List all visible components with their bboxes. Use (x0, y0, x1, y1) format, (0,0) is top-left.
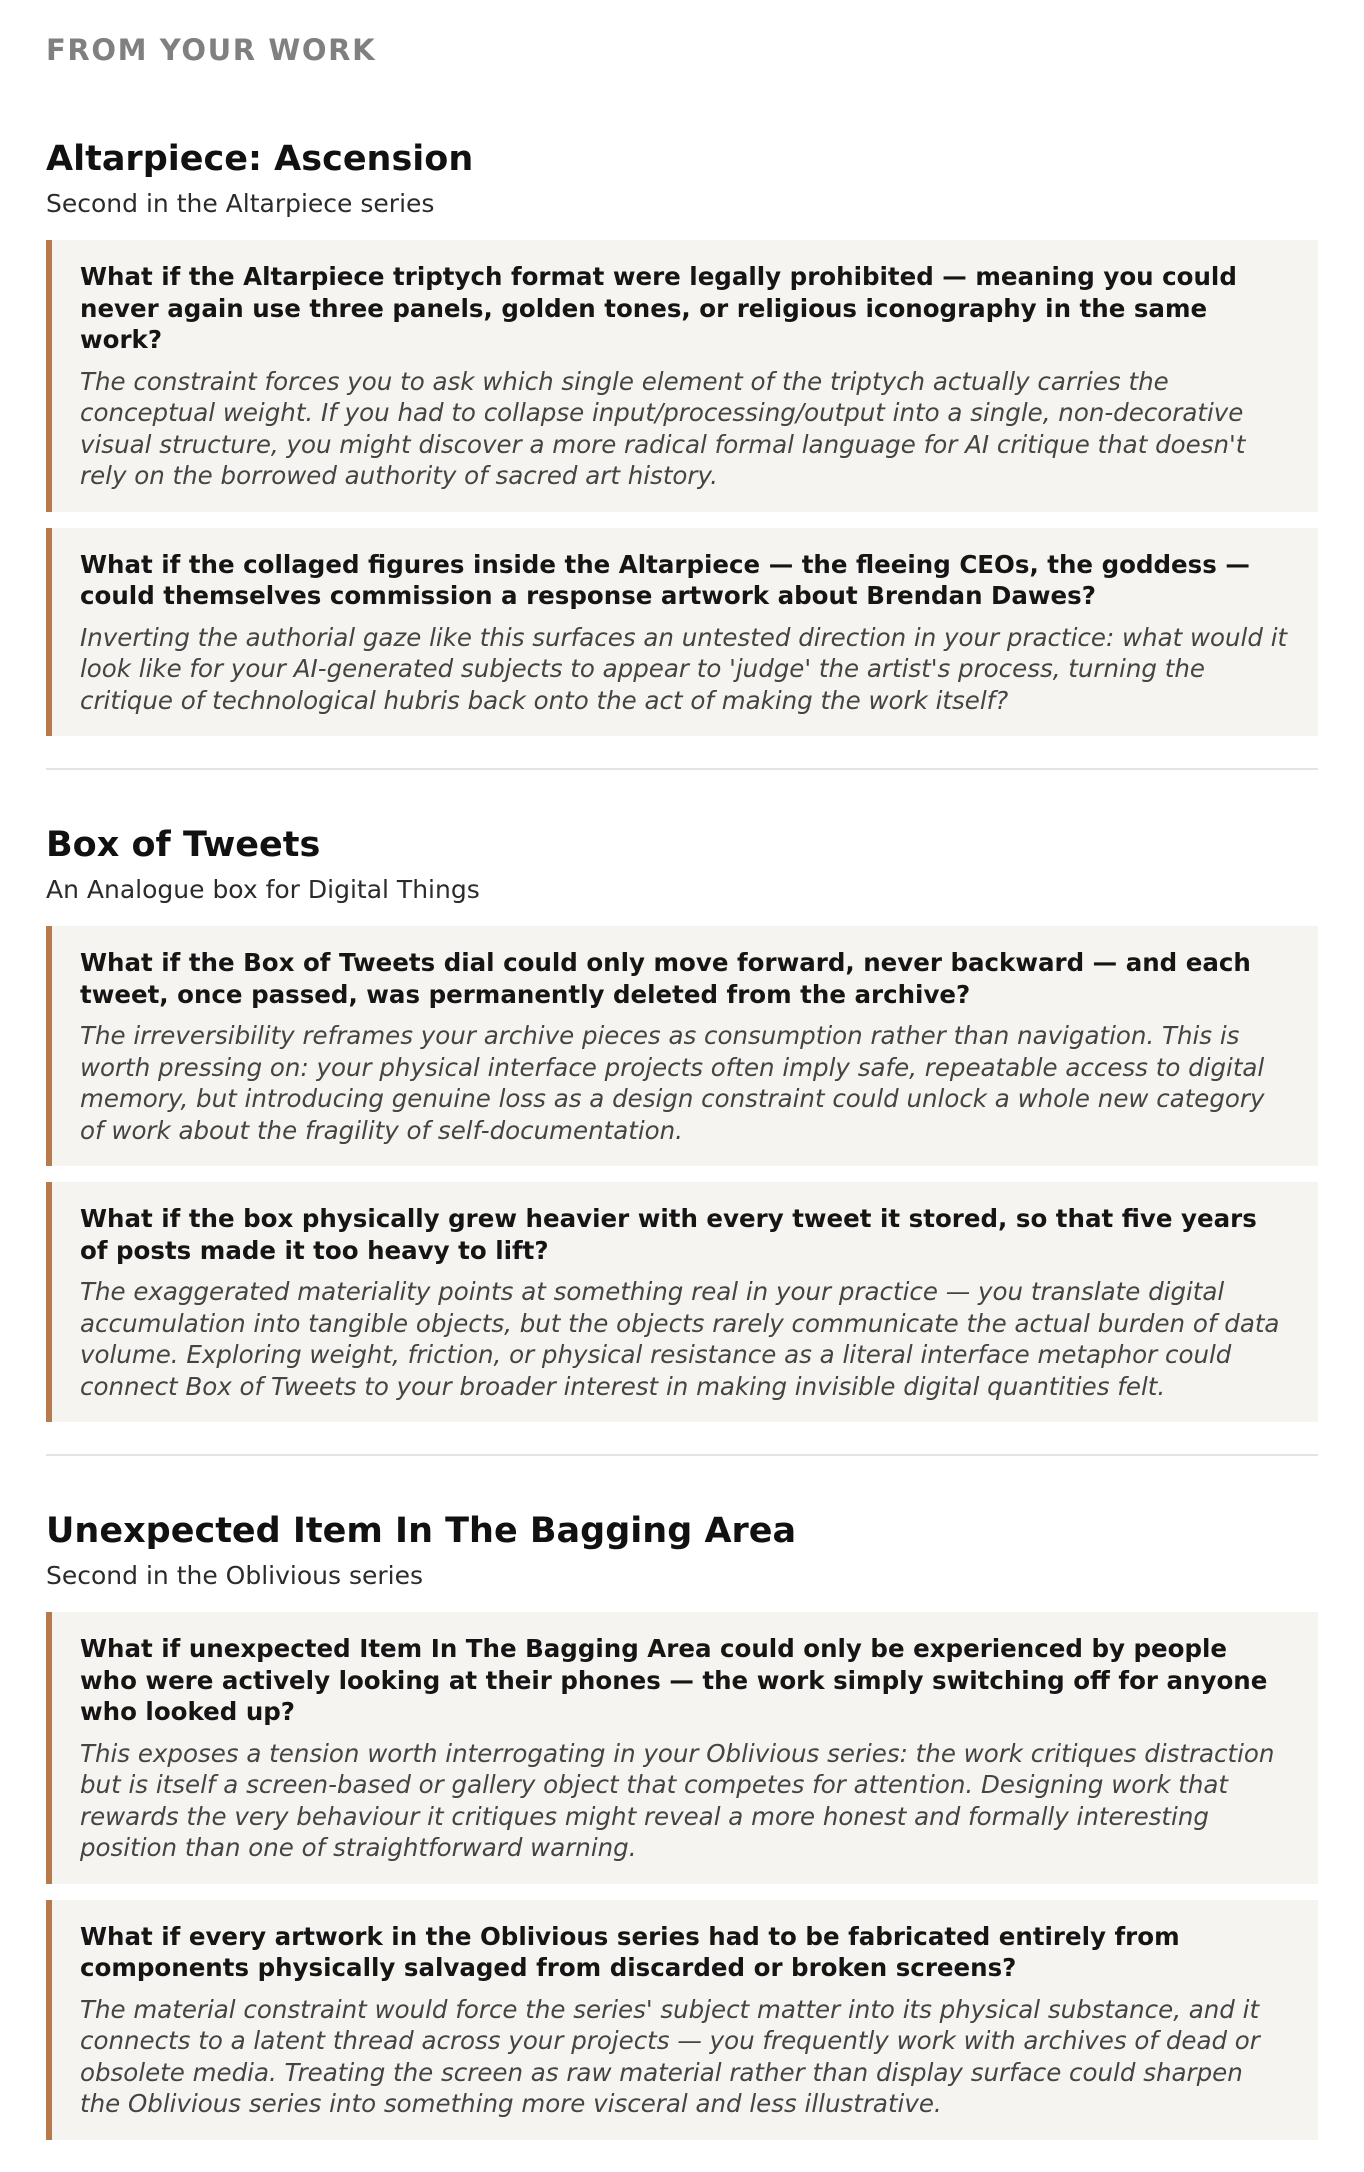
project-subtitle: An Analogue box for Digital Things (46, 875, 480, 904)
prompt-answer: The constraint forces you to ask which single element of the triptych actually carries the conceptual weight. If you had to collapse input/processing/output into a single, non-decorative visual structure, you might discover a more radical formal language for AI critique that doesn't rely on the borrowed authority of sacred art history. (80, 366, 1246, 490)
prompt-card (46, 926, 1318, 1166)
prompt-question: What if the Altarpiece triptych format were legally prohibited — meaning you could never again use three panels, golden tones, or religious iconography in the same work? (80, 262, 1237, 354)
prompt-answer: The exaggerated materiality points at something real in your practice — you translate digital accumulation into tangible objects, but the objects rarely communicate the actual burden of data volume. Exploring weight, friction, or physical resistance as a literal interface metaphor could connect Box of Tweets to your broader interest in making invisible digital quantities felt. (80, 1277, 1280, 1401)
prompt-question: What if the collaged figures inside the Altarpiece — the fleeing CEOs, the goddess — could themselves commission a response artwork about Brendan Dawes? (80, 549, 1250, 610)
project-unexpected-item (46, 1510, 1318, 2172)
prompt-answer: The material constraint would force the series' subject matter into its physical substance, and it connects to a latent thread across your projects — you frequently work with archives of dead or obsolete media. Treating the screen as raw material rather than display surface could sharpen the Oblivious series into something more visceral and less illustrative. (80, 1994, 1260, 2118)
prompt-card (46, 1182, 1318, 1422)
prompt-card (46, 240, 1318, 512)
project-title[interactable]: Box of Tweets (46, 825, 321, 865)
section-label: FROM YOUR WORK (46, 33, 377, 67)
prompt-answer: This exposes a tension worth interrogating in your Oblivious series: the work critiques distraction but is itself a screen-based or gallery object that competes for attention. Designing work that rewards the very behaviour it critiques might reveal a more honest and formally interesting position than one of straightforward warning. (80, 1738, 1275, 1862)
prompt-question: What if the Box of Tweets dial could only move forward, never backward — and each tweet, once passed, was permanently deleted from the archive? (80, 948, 1251, 1009)
project-altarpiece-ascension (46, 138, 1318, 770)
prompt-card (46, 528, 1318, 737)
prompt-card (46, 1612, 1318, 1884)
project-subtitle: Second in the Oblivious series (46, 1561, 423, 1590)
project-title[interactable]: Altarpiece: Ascension (46, 139, 474, 179)
project-box-of-tweets (46, 824, 1318, 1456)
project-title[interactable]: Unexpected Item In The Bagging Area (46, 1511, 797, 1551)
prompt-card (46, 1900, 1318, 2140)
prompt-question: What if unexpected Item In The Bagging Area could only be experienced by people who were actively looking at their phones — the work simply switching off for anyone who looked up? (80, 1634, 1268, 1726)
prompt-answer: Inverting the authorial gaze like this surfaces an untested direction in your practice: what would it look like for your AI-generated subjects to appear to 'judge' the artist's process, turning the critique of technological hubris back onto the act of making the work itself? (80, 622, 1288, 715)
prompt-question: What if the box physically grew heavier with every tweet it stored, so that five years of posts made it too heavy to lift? (80, 1204, 1257, 1265)
project-subtitle: Second in the Altarpiece series (46, 189, 435, 218)
prompt-question: What if every artwork in the Oblivious series had to be fabricated entirely from components physically salvaged from discarded or broken screens? (80, 1921, 1180, 1982)
prompt-answer: The irreversibility reframes your archive pieces as consumption rather than navigation. This is worth pressing on: your physical interface projects often imply safe, repeatable access to digital memory, but introducing genuine loss as a design constraint could unlock a whole new category of work about the fragility of self-documentation. (80, 1021, 1265, 1145)
